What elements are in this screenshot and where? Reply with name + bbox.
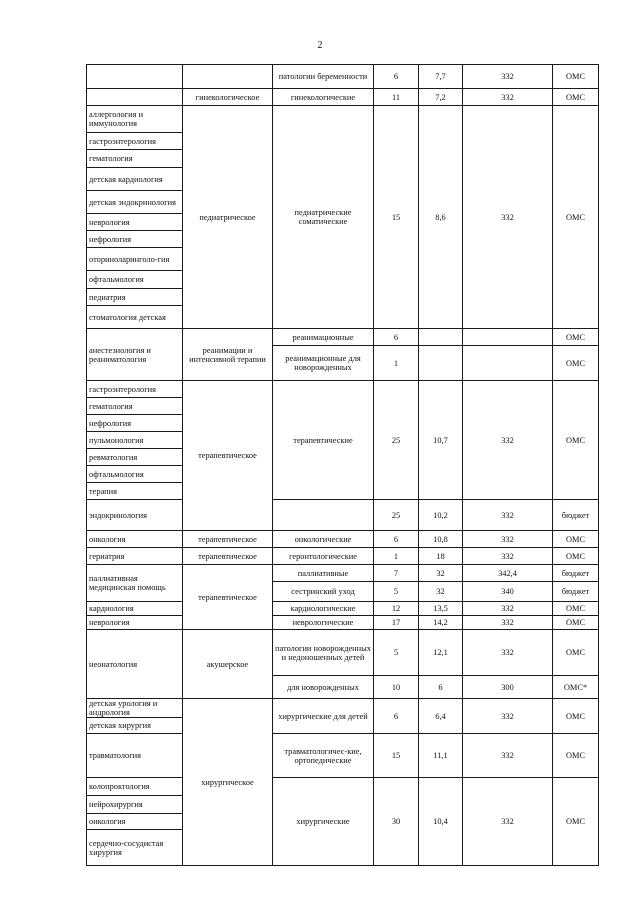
table-cell: хирургическое	[183, 699, 273, 866]
table-cell: 332	[463, 106, 553, 329]
table-cell: 6	[374, 531, 419, 548]
table-row	[87, 548, 599, 565]
table-cell: терапевтическое	[183, 381, 273, 531]
table-cell: 32	[419, 565, 463, 582]
table-cell: ОМС	[553, 65, 599, 89]
table-cell: 14,2	[419, 616, 463, 630]
table-cell: 332	[463, 616, 553, 630]
table-row	[87, 89, 599, 106]
table-cell: неврология	[87, 214, 183, 231]
table-cell: стоматология детская	[87, 306, 183, 329]
table-cell: 15	[374, 734, 419, 778]
table-cell: онкология	[87, 531, 183, 548]
table-cell: эндокринология	[87, 500, 183, 531]
table-cell: оториноларинголо-гия	[87, 248, 183, 271]
table-cell: терапевтическое	[183, 565, 273, 630]
table-cell: бюджет	[553, 565, 599, 582]
table-cell: паллиативные	[273, 565, 374, 582]
table-cell: 5	[374, 630, 419, 676]
table-cell: ревматология	[87, 449, 183, 466]
table-cell: 17	[374, 616, 419, 630]
table-cell: нефрология	[87, 231, 183, 248]
table-cell: 1	[374, 346, 419, 381]
table-cell: сестринский уход	[273, 582, 374, 602]
table-cell: 300	[463, 676, 553, 699]
table-cell: акушерское	[183, 630, 273, 699]
table-cell: 6	[419, 676, 463, 699]
table-cell: патологии новорожденных и недоношенных детей	[273, 630, 374, 676]
table-cell: кардиологические	[273, 602, 374, 616]
table-cell: 30	[374, 778, 419, 866]
table-cell: 332	[463, 65, 553, 89]
table-body	[87, 65, 599, 866]
table-cell: 332	[463, 630, 553, 676]
table-cell: 7,7	[419, 65, 463, 89]
table-row	[87, 699, 599, 718]
table-cell: ОМС	[553, 381, 599, 500]
table-cell: геронтологические	[273, 548, 374, 565]
table-cell: 12	[374, 602, 419, 616]
table-cell: 332	[463, 381, 553, 500]
table-cell	[463, 329, 553, 346]
table-cell: реанимационные для новорожденных	[273, 346, 374, 381]
table-cell: сердечно-сосудистая хирургия	[87, 830, 183, 866]
table-cell: 8,6	[419, 106, 463, 329]
table-cell: 25	[374, 381, 419, 500]
table-cell	[273, 500, 374, 531]
table-cell: 332	[463, 548, 553, 565]
table-cell: патологии беременности	[273, 65, 374, 89]
table-cell: 32	[419, 582, 463, 602]
table-cell: детская эндокринология	[87, 191, 183, 214]
table-cell: ОМС	[553, 616, 599, 630]
table-cell: детская кардиология	[87, 168, 183, 191]
table-cell: онкологические	[273, 531, 374, 548]
table-cell: аллергология и иммунология	[87, 106, 183, 133]
table-cell: 11,1	[419, 734, 463, 778]
table-cell: неонатология	[87, 630, 183, 699]
table-cell	[419, 329, 463, 346]
table-cell	[87, 65, 183, 89]
table-cell: ОМС	[553, 531, 599, 548]
table-cell: ОМС	[553, 602, 599, 616]
table-cell: бюджет	[553, 500, 599, 531]
table-cell: детская хирургия	[87, 718, 183, 734]
table-cell: травматологичес-кие, ортопедические	[273, 734, 374, 778]
table-row	[87, 616, 599, 630]
table-cell: 332	[463, 734, 553, 778]
table-cell	[87, 89, 183, 106]
table-cell: 332	[463, 531, 553, 548]
bed-capacity-table	[86, 64, 599, 866]
table-cell: терапия	[87, 483, 183, 500]
table-row	[87, 778, 599, 796]
table-cell	[463, 346, 553, 381]
table-cell: 5	[374, 582, 419, 602]
table-cell: анестезиология и реаниматология	[87, 329, 183, 381]
table-cell: 11	[374, 89, 419, 106]
table-cell: травматология	[87, 734, 183, 778]
table-cell: для новорожденных	[273, 676, 374, 699]
page-number: 2	[317, 40, 323, 51]
table-cell: 7	[374, 565, 419, 582]
table-cell: онкология	[87, 814, 183, 830]
table-cell: ОМС	[553, 548, 599, 565]
table-cell: ОМС	[553, 699, 599, 734]
table-cell	[183, 65, 273, 89]
table-row	[87, 500, 599, 531]
table-cell: 12,1	[419, 630, 463, 676]
table-cell: 340	[463, 582, 553, 602]
table-cell: гинекологические	[273, 89, 374, 106]
table-row	[87, 602, 599, 616]
table-cell: 18	[419, 548, 463, 565]
table-cell: 10,2	[419, 500, 463, 531]
table-cell: детская урология и андрология	[87, 699, 183, 718]
table-row	[87, 381, 599, 398]
table-cell: гастроэнтерология	[87, 381, 183, 398]
table-cell: 6	[374, 329, 419, 346]
table-cell: педиатрическое	[183, 106, 273, 329]
table-cell: 332	[463, 778, 553, 866]
table-cell: 13,5	[419, 602, 463, 616]
table-cell: 332	[463, 602, 553, 616]
table-cell: нефрология	[87, 415, 183, 432]
table-cell: педиатрия	[87, 289, 183, 306]
table-cell: ОМС	[553, 734, 599, 778]
table-cell: гематология	[87, 398, 183, 415]
table-cell: гериатрия	[87, 548, 183, 565]
table-cell: ОМС	[553, 778, 599, 866]
table-row	[87, 630, 599, 676]
table-row	[87, 106, 599, 133]
table-cell: нейрохирургия	[87, 796, 183, 814]
table-cell: неврологические	[273, 616, 374, 630]
table-cell: 332	[463, 500, 553, 531]
table-cell: бюджет	[553, 582, 599, 602]
table-cell: 7,2	[419, 89, 463, 106]
table-cell: гинекологическое	[183, 89, 273, 106]
table-row	[87, 531, 599, 548]
table-cell: колопроктология	[87, 778, 183, 796]
table-cell: 1	[374, 548, 419, 565]
table-cell: 15	[374, 106, 419, 329]
table-cell: 342,4	[463, 565, 553, 582]
table-cell: хирургические для детей	[273, 699, 374, 734]
table-cell: ОМС*	[553, 676, 599, 699]
table-cell: 25	[374, 500, 419, 531]
table-cell: офтальмология	[87, 466, 183, 483]
table-cell: реанимационные	[273, 329, 374, 346]
table-cell: ОМС	[553, 106, 599, 329]
table-cell: 10	[374, 676, 419, 699]
table-cell: неврология	[87, 616, 183, 630]
table-cell: ОМС	[553, 346, 599, 381]
table-cell: 6,4	[419, 699, 463, 734]
table-cell: гастроэнтерология	[87, 133, 183, 150]
table-cell: 10,7	[419, 381, 463, 500]
table-cell: терапевтические	[273, 381, 374, 500]
table-cell: пульмонология	[87, 432, 183, 449]
table-row	[87, 65, 599, 89]
table-cell: 332	[463, 699, 553, 734]
table-cell: 6	[374, 65, 419, 89]
table-cell: ОМС	[553, 630, 599, 676]
table-cell: педиатрические соматические	[273, 106, 374, 329]
table-cell: терапевтическое	[183, 531, 273, 548]
table-cell: 10,4	[419, 778, 463, 866]
table-cell: кардиология	[87, 602, 183, 616]
table-cell: реанимации и интенсивной терапии	[183, 329, 273, 381]
table-row	[87, 329, 599, 346]
table-cell: ОМС	[553, 89, 599, 106]
table-cell	[419, 346, 463, 381]
table-cell: паллиативная медицинская помощь	[87, 565, 183, 602]
table-cell: 332	[463, 89, 553, 106]
table-cell: ОМС	[553, 329, 599, 346]
table-row	[87, 734, 599, 778]
table-cell: офтальмология	[87, 271, 183, 289]
table-cell: 10,8	[419, 531, 463, 548]
table-cell: 6	[374, 699, 419, 734]
table-cell: хирургические	[273, 778, 374, 866]
table-row	[87, 565, 599, 582]
table-cell: терапевтическое	[183, 548, 273, 565]
table-cell: гематология	[87, 150, 183, 168]
